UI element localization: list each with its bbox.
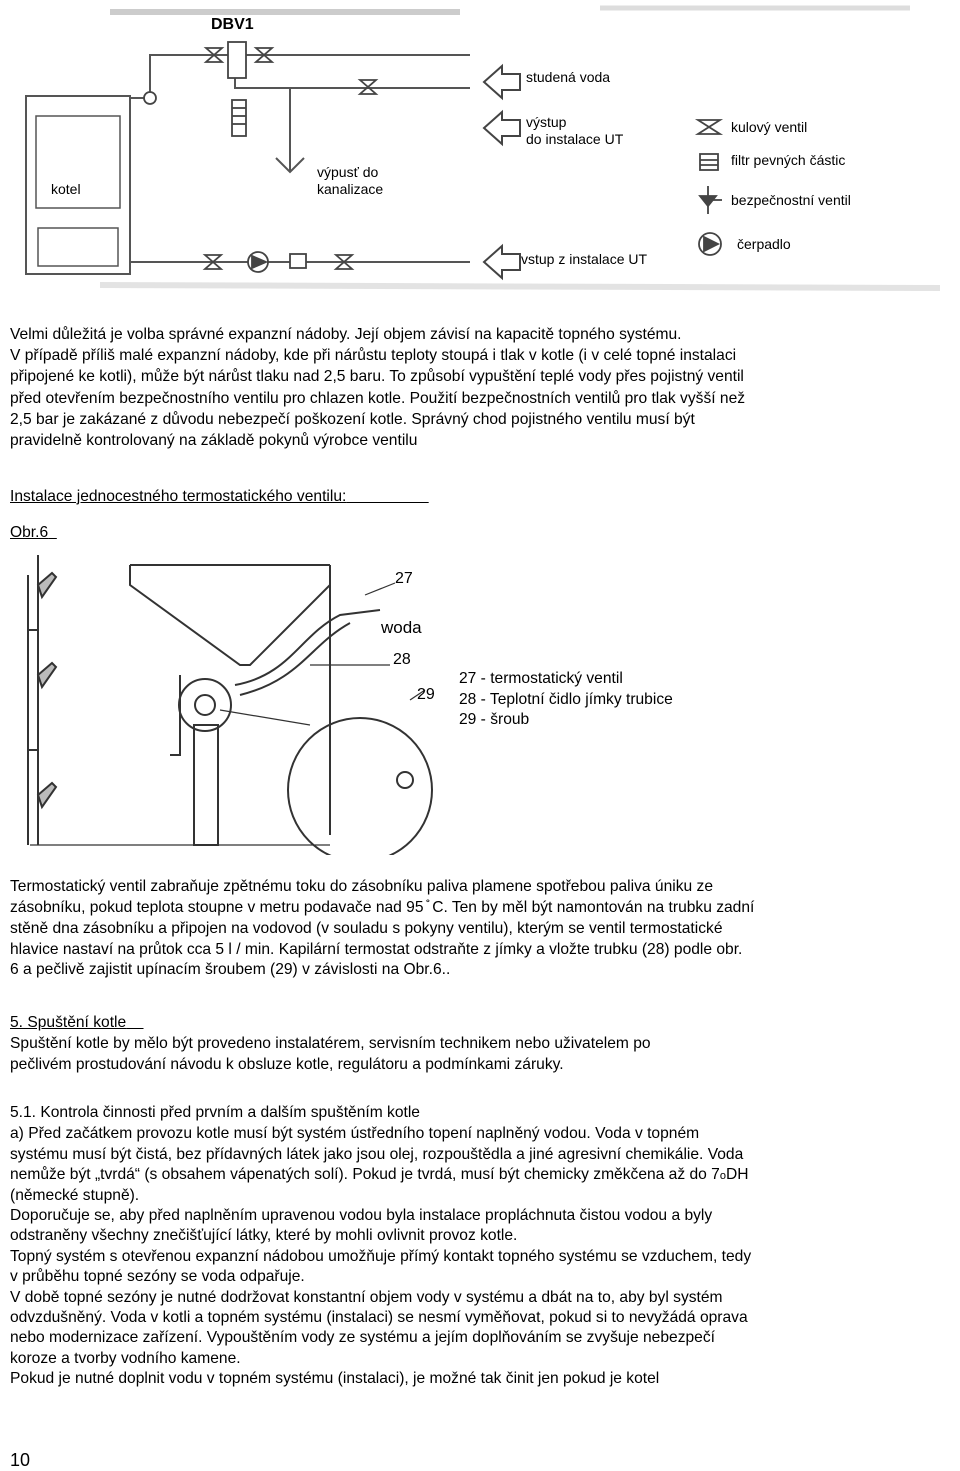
text-line: koroze a tvorby vodního kamene.	[10, 1350, 241, 1367]
section-5-1-heading: 5.1. Kontrola činnosti před prvním a dalším spuštěním kotle	[10, 1104, 420, 1121]
text-line: V době topné sezóny je nutné dodržovat konstantní objem vody v systému a dbát na to, aby byl systém	[10, 1289, 723, 1306]
callout-28: 28	[393, 651, 411, 668]
text-line: systému musí být čistá, bez přídavných látek jako jsou olej, rozpouštědla a jiné agresivní chemikálie. Voda	[10, 1146, 744, 1163]
text-line: pečlivém prostudování návodu k obsluze kotle, regulátoru a podmínkami záruky.	[10, 1056, 564, 1073]
supply-pipe	[130, 55, 470, 98]
legend-27: 27 - termostatický ventil	[459, 670, 623, 687]
text-line: pravidelně kontrolovaný na základě pokynů výrobce ventilu	[10, 432, 418, 449]
heating-in-arrow	[484, 246, 520, 278]
legend-filter: filtr pevných částic	[731, 152, 846, 168]
dbv-title: DBV1	[211, 16, 254, 33]
text-line: hlavice nastaví na průtok cca 5 l / min. Kapilární termostat odstraňte z jímky a vložte trubku (28) podle obr.	[10, 941, 743, 958]
text-line: odvzdušněný. Voda v kotli a topném systému (instalaci) se nesmí vyměňovat, pokud si to nevyžádá oprava	[10, 1309, 748, 1326]
text-line: odstraněny všechny znečišťující látky, které by mohli ovlivnit provoz kotle.	[10, 1227, 518, 1244]
text-line: Topný systém s otevřenou expanzní nádobou umožňuje přímý kontakt topného systému se vzduchem, tedy	[10, 1248, 752, 1265]
text-line: Doporučuje se, aby před naplněním upravenou vodou byla instalace propláchnuta čistou vodou a byly	[10, 1207, 713, 1224]
text-line: nemůže být „tvrdá“ (s obsahem vápenatých solí). Pokud je tvrdá, musí být chemicky změkčena až do 7oDH	[10, 1166, 749, 1183]
heating-in-label: vstup z instalace UT	[521, 251, 648, 267]
text-line: Spuštění kotle by mělo být provedeno instalatérem, servisním technikem nebo uživatelem po	[10, 1035, 651, 1052]
cold-water-label: studená voda	[526, 69, 611, 85]
section-5-heading: 5. Spuštění kotle	[10, 1014, 127, 1031]
piping-diagram	[0, 0, 960, 300]
text-line: (německé stupně).	[10, 1187, 140, 1204]
text-line: Velmi důležitá je volba správné expanzní nádoby. Její objem závisí na kapacitě topného systému.	[10, 326, 682, 343]
text-line: nebo modernizace zařízení. Vypouštěním vody ze systému a jejím doplňováním se zvyšuje nebezpečí	[10, 1329, 715, 1346]
boiler-label: kotel	[51, 181, 81, 197]
legend-pump: čerpadlo	[737, 236, 791, 252]
callout-water: woda	[381, 618, 422, 637]
text-line: a) Před začátkem provozu kotle musí být systém ústředního topení naplněný vodou. Voda v topném	[10, 1125, 700, 1142]
legend-safety-valve: bezpečnostní ventil	[731, 192, 851, 208]
text-line: stěně dna zásobníku a připojen na vodovod (v souladu s pokyny ventilu), kterým se ventil termostatické	[10, 920, 723, 937]
text-line: Termostatický ventil zabraňuje zpětnému toku do zásobníku paliva plamene spotřebou paliva úniku ze	[10, 878, 713, 895]
ball-valve-icon	[698, 120, 720, 134]
text-line: Pokud je nutné doplnit vodu v topném systému (instalaci), je možné tak činit jen pokud je kotel	[10, 1370, 660, 1387]
drain-label: výpusť do kanalizace	[317, 164, 384, 197]
text-line: připojené ke kotli), může být nárůst tlaku nad 2,5 baru. To způsobí vypuštění teplé vody přes pojistný ventil	[10, 368, 744, 385]
callout-27: 27	[395, 570, 413, 587]
safety-valve-icon	[700, 186, 722, 214]
legend-ball-valve: kulový ventil	[731, 119, 808, 135]
page-number: 10	[10, 1450, 31, 1470]
heating-out-arrow	[484, 112, 520, 144]
text-line: zásobníku, pokud teplota stoupne v metru podavače nad 95 ̊ C. Ten by měl být namontován na trubku zadní	[10, 899, 755, 916]
callout-29: 29	[417, 686, 435, 703]
legend-29: 29 - šroub	[459, 711, 530, 728]
heating-out-label: výstup do instalace UT	[526, 114, 624, 147]
text-line: V případě příliš malé expanzní nádoby, kde při nárůstu teploty stoupá i tlak v kotle (i v celé topné instalaci	[10, 347, 737, 364]
pump-icon	[699, 233, 721, 255]
text-line: před otevřením bezpečnostního ventilu pro chlazen kotle. Použití bezpečnostních ventilů pro tlak vyšší než	[10, 390, 746, 407]
text-line: v průběhu topné sezóny se voda odpařuje.	[10, 1268, 305, 1285]
filter-icon	[700, 154, 718, 170]
thermostatic-valve-diagram	[10, 555, 460, 855]
cold-water-arrow	[484, 66, 520, 98]
section-heading: Instalace jednocestného termostatického ventilu:	[10, 488, 347, 505]
text-line: 2,5 bar je zakázané z důvodu nebezpečí poškození kotle. Správný chod pojistného ventilu musí být	[10, 411, 695, 428]
figure-label: Obr.6	[10, 524, 49, 541]
legend-28: 28 - Teplotní čidlo jímky trubice	[459, 691, 673, 708]
text-line: 6 a pečlivě zajistit upínacím šroubem (29) v závislosti na Obr.6..	[10, 961, 451, 978]
